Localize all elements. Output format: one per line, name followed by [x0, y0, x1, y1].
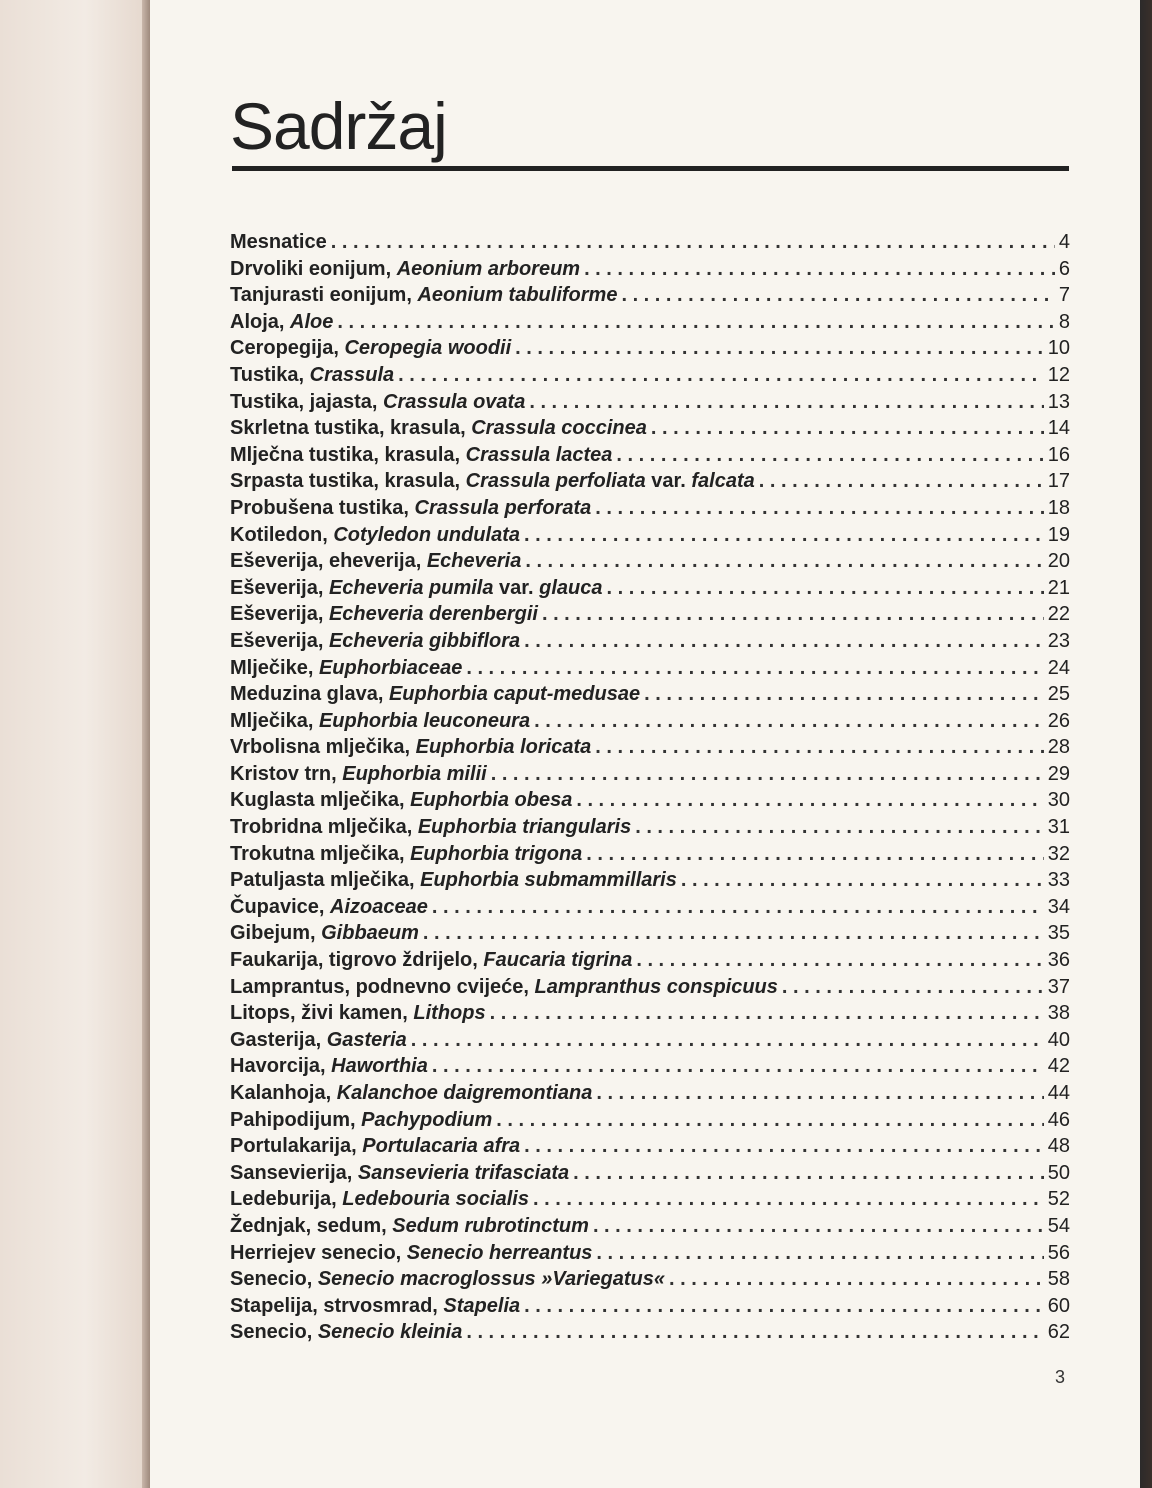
toc-entry-name: [230, 841, 582, 868]
toc-variety-name: falcata: [691, 470, 755, 493]
toc-common-name: Srpasta tustika, krasula,: [230, 470, 466, 493]
toc-page-number: 16: [1047, 443, 1070, 466]
toc-latin-name: Euphorbia triangularis: [417, 816, 632, 839]
toc-common-name: Ledeburija,: [230, 1188, 343, 1211]
toc-latin-name: Senecio herreantus: [406, 1241, 593, 1264]
dot-leader: [491, 761, 1044, 788]
toc-page-number: 21: [1047, 576, 1070, 599]
toc-entry: [230, 229, 1070, 256]
toc-latin-name: Aeonium tabuliforme: [417, 284, 618, 307]
toc-entry-name: [230, 1213, 589, 1240]
book-edge: [1140, 0, 1152, 1488]
toc-entry: [230, 920, 1070, 947]
toc-entry-name: [230, 548, 521, 575]
toc-latin-name: Euphorbia caput-medusae: [388, 683, 641, 706]
toc-entry-name: [230, 1107, 492, 1134]
toc-page-number: 6: [1058, 257, 1070, 280]
toc-entry: [230, 867, 1070, 894]
toc-common-name: Čupavice,: [230, 895, 331, 918]
toc-page-number: 54: [1047, 1214, 1070, 1237]
toc-entry-name: [230, 1000, 486, 1027]
dot-leader: [651, 415, 1044, 442]
dot-leader: [529, 389, 1043, 416]
toc-entry-name: [230, 1266, 665, 1293]
toc-page-number: 7: [1058, 284, 1070, 307]
toc-page-number: 40: [1047, 1028, 1070, 1051]
toc-latin-name: Gasteria: [326, 1028, 407, 1051]
toc-entry: [230, 681, 1070, 708]
toc-entry-name: [230, 442, 612, 469]
toc-entry: [230, 1186, 1070, 1213]
toc-entry: [230, 282, 1070, 309]
dot-leader: [533, 1186, 1044, 1213]
toc-variety-marker: var.: [493, 576, 540, 599]
toc-latin-name: Euphorbia loricata: [415, 736, 592, 759]
toc-entry: [230, 814, 1070, 841]
toc-entry: [230, 974, 1070, 1001]
toc-page-number: 31: [1047, 816, 1070, 839]
toc-latin-name: Stapelia: [443, 1294, 521, 1317]
toc-entry-name: [230, 575, 602, 602]
toc-entry: [230, 1133, 1070, 1160]
left-page: [0, 0, 142, 1488]
toc-entry-name: [230, 761, 487, 788]
toc-entry-name: [230, 415, 647, 442]
dot-leader: [496, 1107, 1043, 1134]
dot-leader: [524, 628, 1044, 655]
toc-page-number: 42: [1047, 1055, 1070, 1078]
page-title: Sadržaj: [230, 89, 447, 163]
toc-latin-name: Portulacaria afra: [362, 1135, 521, 1158]
toc-page-number: 10: [1047, 337, 1070, 360]
toc-common-name: Mlječike,: [230, 656, 319, 679]
dot-leader: [515, 335, 1044, 362]
toc-entry-name: [230, 1053, 428, 1080]
toc-common-name: Mlječika,: [230, 709, 319, 732]
toc-latin-name: Aeonium arboreum: [396, 257, 581, 280]
toc-common-name: Eševerija,: [230, 629, 329, 652]
dot-leader: [606, 575, 1043, 602]
toc-latin-name: Cotyledon undulata: [333, 523, 520, 546]
toc-entry: [230, 947, 1070, 974]
toc-page-number: 58: [1047, 1268, 1070, 1291]
toc-latin-name: Echeveria: [426, 550, 522, 573]
toc-latin-name: Euphorbia obesa: [410, 789, 573, 812]
toc-entry-name: [230, 1133, 520, 1160]
toc-page-number: 12: [1047, 363, 1070, 386]
toc-latin-name: Sedum rubrotinctum: [392, 1214, 589, 1237]
toc-entry: [230, 655, 1070, 682]
toc-latin-name: Euphorbia submammillaris: [420, 869, 677, 892]
toc-entry-name: [230, 1240, 592, 1267]
toc-entry-name: [230, 655, 462, 682]
book-spine: [142, 0, 150, 1488]
toc-entry: [230, 787, 1070, 814]
toc-latin-name: Ceropegia woodii: [344, 337, 512, 360]
toc-common-name: Tustika,: [230, 363, 310, 386]
toc-latin-name: Crassula lactea: [465, 443, 613, 466]
toc-common-name: Tustika, jajasta,: [230, 390, 384, 413]
toc-latin-name: Aizoaceae: [330, 895, 428, 918]
dot-leader: [331, 229, 1055, 256]
toc-entry: [230, 548, 1070, 575]
toc-entry-name: [230, 389, 525, 416]
toc-common-name: Mesnatice: [230, 231, 327, 253]
toc-entry: [230, 495, 1070, 522]
toc-entry-name: [230, 974, 778, 1001]
toc-entry-name: [230, 309, 333, 336]
toc-entry: [230, 1107, 1070, 1134]
toc-entry-name: [230, 335, 511, 362]
toc-common-name: Eševerija, eheverija,: [230, 550, 427, 573]
toc-entry-name: [230, 920, 419, 947]
dot-leader: [595, 495, 1044, 522]
toc-entry: [230, 522, 1070, 549]
toc-latin-name: Crassula perforata: [414, 496, 592, 519]
toc-common-name: Patuljasta mlječika,: [230, 869, 421, 892]
toc-entry: [230, 708, 1070, 735]
toc-page-number: 18: [1047, 496, 1070, 519]
toc-page-number: 62: [1047, 1321, 1070, 1344]
toc-entry: [230, 442, 1070, 469]
toc-common-name: Gasterija,: [230, 1028, 327, 1051]
dot-leader: [636, 947, 1043, 974]
toc-latin-name: Crassula ovata: [383, 390, 526, 413]
toc-entry-name: [230, 734, 591, 761]
toc-latin-name: Senecio kleinia: [317, 1321, 463, 1344]
toc-page-number: 14: [1047, 417, 1070, 440]
toc-page-number: 36: [1047, 949, 1070, 972]
toc-latin-name: Crassula: [309, 363, 395, 386]
toc-latin-name: Kalanchoe daigremontiana: [336, 1082, 593, 1104]
toc-entry: [230, 389, 1070, 416]
toc-common-name: Probušena tustika,: [230, 496, 415, 519]
toc-latin-name: Pachypodium: [361, 1108, 493, 1131]
toc-common-name: Trobridna mlječika,: [230, 816, 418, 839]
toc-common-name: Kalanhoja,: [230, 1082, 337, 1104]
toc-variety-marker: var.: [645, 470, 692, 493]
toc-page-number: 44: [1047, 1082, 1070, 1104]
toc-common-name: Sansevierija,: [230, 1161, 358, 1184]
toc-entry: [230, 335, 1070, 362]
toc-common-name: Kristov trn,: [230, 762, 343, 785]
dot-leader: [635, 814, 1044, 841]
toc-entry-name: [230, 1319, 462, 1346]
toc-page-number: 50: [1047, 1161, 1070, 1184]
toc-entry: [230, 1027, 1070, 1054]
toc-page-number: 4: [1058, 231, 1070, 253]
toc-entry: [230, 1080, 1070, 1107]
toc-entry: [230, 1000, 1070, 1027]
toc-common-name: Herriejev senecio,: [230, 1241, 407, 1264]
toc-common-name: Pahipodijum,: [230, 1108, 362, 1131]
toc-entry: [230, 734, 1070, 761]
toc-common-name: Eševerija,: [230, 576, 329, 599]
toc-common-name: Kuglasta mlječika,: [230, 789, 411, 812]
toc-common-name: Mlječna tustika, krasula,: [230, 443, 466, 466]
toc-entry-name: [230, 282, 617, 309]
toc-page-number: 34: [1047, 895, 1070, 918]
toc-entry: [230, 1266, 1070, 1293]
toc-variety-name: glauca: [539, 576, 603, 599]
toc-entry-name: [230, 495, 591, 522]
toc-page-number: 13: [1047, 390, 1070, 413]
dot-leader: [593, 1213, 1044, 1240]
dot-leader: [423, 920, 1044, 947]
toc-latin-name: Crassula coccinea: [471, 417, 647, 440]
dot-leader: [466, 655, 1043, 682]
toc-entry: [230, 362, 1070, 389]
dot-leader: [644, 681, 1044, 708]
toc-common-name: Žednjak, sedum,: [230, 1214, 393, 1237]
toc-page-number: 46: [1047, 1108, 1070, 1131]
toc-page-number: 28: [1047, 736, 1070, 759]
dot-leader: [524, 522, 1044, 549]
toc-page-number: 32: [1047, 842, 1070, 865]
toc-latin-name: Lampranthus conspicuus: [534, 975, 778, 998]
dot-leader: [398, 362, 1044, 389]
toc-page-number: 25: [1047, 683, 1070, 706]
toc-latin-name: Sansevieria trifasciata: [357, 1161, 570, 1184]
toc-page-number: 52: [1047, 1188, 1070, 1211]
toc-latin-name: Ledebouria socialis: [342, 1188, 529, 1211]
toc-latin-name: Euphorbia trigona: [410, 842, 583, 865]
toc-common-name: Litops, živi kamen,: [230, 1002, 414, 1025]
toc-entry: [230, 1053, 1070, 1080]
toc-latin-name: Faucaria tigrina: [483, 949, 633, 972]
toc-page-number: 33: [1047, 869, 1070, 892]
toc-page-number: 30: [1047, 789, 1070, 812]
toc-latin-name: Haworthia: [331, 1055, 428, 1078]
dot-leader: [621, 282, 1054, 309]
toc-entry-name: [230, 708, 530, 735]
toc-page-number: 20: [1047, 550, 1070, 573]
toc-latin-name: Senecio macroglossus »Variegatus«: [317, 1268, 665, 1291]
toc-common-name: Havorcija,: [230, 1055, 332, 1078]
toc-common-name: Eševerija,: [230, 603, 329, 626]
dot-leader: [586, 841, 1043, 868]
toc-common-name: Ceropegija,: [230, 337, 345, 360]
dot-leader: [595, 734, 1044, 761]
toc-entry-name: [230, 1027, 407, 1054]
toc-page-number: 56: [1047, 1241, 1070, 1264]
toc-latin-name: Echeveria derenbergii: [328, 603, 538, 626]
toc-entry: [230, 601, 1070, 628]
toc-common-name: Portulakarija,: [230, 1135, 363, 1158]
toc-latin-name: Aloe: [290, 310, 334, 333]
dot-leader: [525, 548, 1043, 575]
toc-entry: [230, 1213, 1070, 1240]
dot-leader: [542, 601, 1044, 628]
toc-page-number: 19: [1047, 523, 1070, 546]
toc-entry-name: [230, 1293, 520, 1320]
toc-entry-name: [230, 681, 640, 708]
toc-common-name: Lamprantus, podnevno cvijeće,: [230, 975, 535, 998]
toc-entry: [230, 1293, 1070, 1320]
toc-common-name: Senecio,: [230, 1268, 318, 1291]
toc-entry-name: [230, 362, 394, 389]
toc-entry-name: [230, 256, 580, 283]
toc-entry-name: [230, 229, 327, 256]
dot-leader: [490, 1000, 1044, 1027]
dot-leader: [681, 867, 1044, 894]
toc-common-name: Faukarija, tigrovo ždrijelo,: [230, 949, 484, 972]
toc-entry: [230, 761, 1070, 788]
toc-common-name: Meduzina glava,: [230, 683, 389, 706]
dot-leader: [337, 309, 1055, 336]
dot-leader: [596, 1240, 1043, 1267]
toc-latin-name: Euphorbia milii: [342, 762, 487, 785]
toc-entry: [230, 468, 1070, 495]
dot-leader: [524, 1133, 1044, 1160]
toc-page-number: 22: [1047, 603, 1070, 626]
dot-leader: [432, 894, 1044, 921]
toc-entry: [230, 415, 1070, 442]
dot-leader: [573, 1160, 1044, 1187]
dot-leader: [576, 787, 1043, 814]
toc-entry: [230, 309, 1070, 336]
toc-page-number: 8: [1058, 310, 1070, 333]
toc-common-name: Kotiledon,: [230, 523, 334, 546]
toc-entry-name: [230, 522, 520, 549]
toc-page-number: 35: [1047, 922, 1070, 945]
toc-entry-name: [230, 1186, 529, 1213]
toc-entry-name: [230, 628, 520, 655]
toc-common-name: Skrletna tustika, krasula,: [230, 417, 472, 440]
toc-common-name: Gibejum,: [230, 922, 322, 945]
dot-leader: [524, 1293, 1044, 1320]
toc-page-number: 29: [1047, 762, 1070, 785]
toc-entry-name: [230, 1080, 592, 1107]
toc-latin-name: Euphorbia leuconeura: [318, 709, 531, 732]
toc-common-name: Vrbolisna mlječika,: [230, 736, 416, 759]
dot-leader: [759, 468, 1044, 495]
toc-common-name: Stapelija, strvosmrad,: [230, 1294, 444, 1317]
table-of-contents: [230, 229, 1070, 1346]
toc-latin-name: Crassula perfoliata: [465, 470, 646, 493]
toc-latin-name: Echeveria pumila: [328, 576, 494, 599]
page-number: 3: [1055, 1367, 1066, 1387]
toc-entry-name: [230, 894, 428, 921]
toc-latin-name: Euphorbiaceae: [318, 656, 463, 679]
toc-page-number: 23: [1047, 629, 1070, 652]
toc-entry: [230, 1319, 1070, 1346]
toc-entry-name: [230, 947, 632, 974]
dot-leader: [584, 256, 1055, 283]
toc-entry-name: [230, 787, 572, 814]
toc-common-name: Tanjurasti eonijum,: [230, 284, 418, 307]
toc-latin-name: Gibbaeum: [321, 922, 419, 945]
toc-page-number: 38: [1047, 1002, 1070, 1025]
toc-entry: [230, 894, 1070, 921]
toc-page-number: 48: [1047, 1135, 1070, 1158]
toc-page-number: 17: [1047, 470, 1070, 493]
dot-leader: [616, 442, 1043, 469]
toc-entry: [230, 841, 1070, 868]
toc-page-number: 26: [1047, 709, 1070, 732]
toc-latin-name: Lithops: [413, 1002, 486, 1025]
toc-latin-name: Echeveria gibbiflora: [328, 629, 521, 652]
dot-leader: [669, 1266, 1044, 1293]
toc-entry-name: [230, 867, 677, 894]
title-underline: [232, 166, 1069, 171]
toc-common-name: Senecio,: [230, 1321, 318, 1344]
toc-entry: [230, 628, 1070, 655]
dot-leader: [432, 1053, 1044, 1080]
toc-entry: [230, 1240, 1070, 1267]
dot-leader: [534, 708, 1044, 735]
toc-page-number: 24: [1047, 656, 1070, 679]
dot-leader: [596, 1080, 1043, 1107]
toc-common-name: Trokutna mlječika,: [230, 842, 411, 865]
toc-entry: [230, 1160, 1070, 1187]
dot-leader: [466, 1319, 1043, 1346]
toc-page-number: 60: [1047, 1294, 1070, 1317]
toc-entry-name: [230, 601, 538, 628]
toc-common-name: Drvoliki eonijum,: [230, 257, 397, 280]
dot-leader: [411, 1027, 1044, 1054]
toc-entry-name: [230, 1160, 569, 1187]
toc-page-number: 37: [1047, 975, 1070, 998]
toc-entry-name: [230, 468, 755, 495]
toc-entry: [230, 575, 1070, 602]
dot-leader: [782, 974, 1044, 1001]
toc-entry: [230, 256, 1070, 283]
toc-common-name: Aloja,: [230, 310, 291, 333]
toc-entry-name: [230, 814, 631, 841]
